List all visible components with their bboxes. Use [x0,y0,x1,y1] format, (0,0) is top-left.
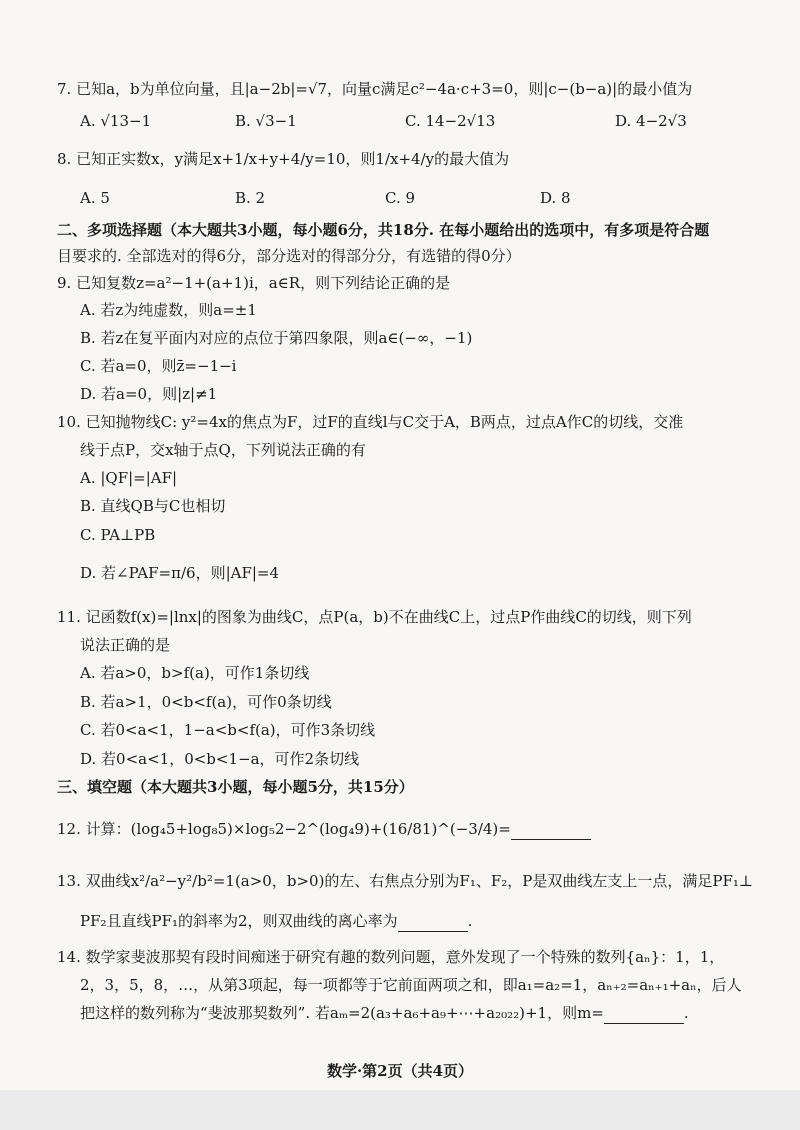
question-9: 9. 已知复数z=a²−1+(a+1)i，a∈R，则下列结论正确的是 [57,274,451,292]
q11-option-b: B. 若a>1，0<b<f(a)，可作0条切线 [80,693,332,711]
question-14-text: 把这样的数列称为“斐波那契数列”. 若aₘ=2(a₃+a₆+a₉+⋯+a₂₀₂₂)+1，则m= [80,1004,604,1022]
question-11-line-2: 说法正确的是 [80,636,171,654]
q9-option-b: B. 若z在复平面内对应的点位于第四象限，则a∈(−∞，−1) [80,329,473,347]
section-2-instructions: 目要求的. 全部选对的得6分，部分选对的得部分分，有选错的得0分） [57,247,521,265]
q10-option-a: A. |QF|=|AF| [80,469,178,487]
question-13-line-1: 13. 双曲线x²/a²−y²/b²=1(a>0，b>0)的左、右焦点分别为F₁、F₂，P是双曲线左支上一点，满足PF₁⊥ [57,872,753,890]
question-12-text: 12. 计算：(log₄5+log₈5)×log₅2−2^(log₄9)+(16/81)^(−3/4)= [57,820,511,838]
q7-option-a: A. √13−1 [80,112,152,130]
question-7-options [80,110,760,132]
answer-blank-12[interactable] [511,823,591,840]
section-3-heading: 三、填空题（本大题共3小题，每小题5分，共15分） [57,778,414,796]
question-11-line-1: 11. 记函数f(x)=|lnx|的图象为曲线C，点P(a，b)不在曲线C上，过点P作曲线C的切线，则下列 [57,608,692,626]
q9-option-a: A. 若z为纯虚数，则a=±1 [80,301,257,319]
q10-option-c: C. PA⊥PB [80,526,156,544]
q7-option-b: B. √3−1 [235,112,297,130]
question-7: 7. 已知a，b为单位向量，且|a−2b|=√7，向量c满足c²−4a·c+3=0，则|c−(b−a)|的最小值为 [57,80,693,98]
question-14-line-2: 2，3，5，8，…，从第3项起，每一项都等于它前面两项之和，即a₁=a₂=1，aₙ₊₂=aₙ₊₁+aₙ，后人 [80,976,742,994]
question-14-line-3 [80,1002,689,1024]
period: . [683,1004,689,1022]
q8-option-b: B. 2 [235,189,266,207]
q9-option-c: C. 若a=0，则z̄=−1−i [80,357,237,375]
q9-option-d: D. 若a=0，则|z|≠1 [80,385,218,403]
q7-option-c: C. 14−2√13 [405,112,496,130]
q7-option-d: D. 4−2√3 [615,112,687,130]
question-13-text: PF₂且直线PF₁的斜率为2，则双曲线的离心率为 [80,912,398,930]
question-10-line-2: 线于点P，交x轴于点Q，下列说法正确的有 [80,441,366,459]
q11-option-d: D. 若0<a<1，0<b<1−a，可作2条切线 [80,750,360,768]
answer-blank-14[interactable] [604,1007,684,1024]
answer-blank-13[interactable] [398,915,468,932]
scan-edge [0,1090,800,1130]
section-2-heading: 二、多项选择题（本大题共3小题，每小题6分，共18分. 在每小题给出的选项中，有多项是符合题 [57,221,710,239]
q8-option-d: D. 8 [540,189,571,207]
q11-option-a: A. 若a>0，b>f(a)，可作1条切线 [80,664,310,682]
question-8-options [80,187,760,209]
q8-option-a: A. 5 [80,189,110,207]
question-14-line-1: 14. 数学家斐波那契有段时间痴迷于研究有趣的数列问题，意外发现了一个特殊的数列{aₙ}：1，1， [57,948,725,966]
page-footer: 数学·第2页（共4页） [326,1062,474,1080]
period: . [467,912,473,930]
question-13-line-2 [80,910,472,932]
q10-option-d: D. 若∠PAF=π/6，则|AF|=4 [80,564,280,582]
q10-option-b: B. 直线QB与C也相切 [80,497,226,515]
q8-option-c: C. 9 [385,189,416,207]
question-12 [57,818,591,840]
question-8: 8. 已知正实数x，y满足x+1/x+y+4/y=10，则1/x+4/y的最大值为 [57,150,510,168]
question-10-line-1: 10. 已知抛物线C: y²=4x的焦点为F，过F的直线l与C交于A，B两点，过点A作C的切线，交准 [57,413,684,431]
q11-option-c: C. 若0<a<1，1−a<b<f(a)，可作3条切线 [80,721,376,739]
